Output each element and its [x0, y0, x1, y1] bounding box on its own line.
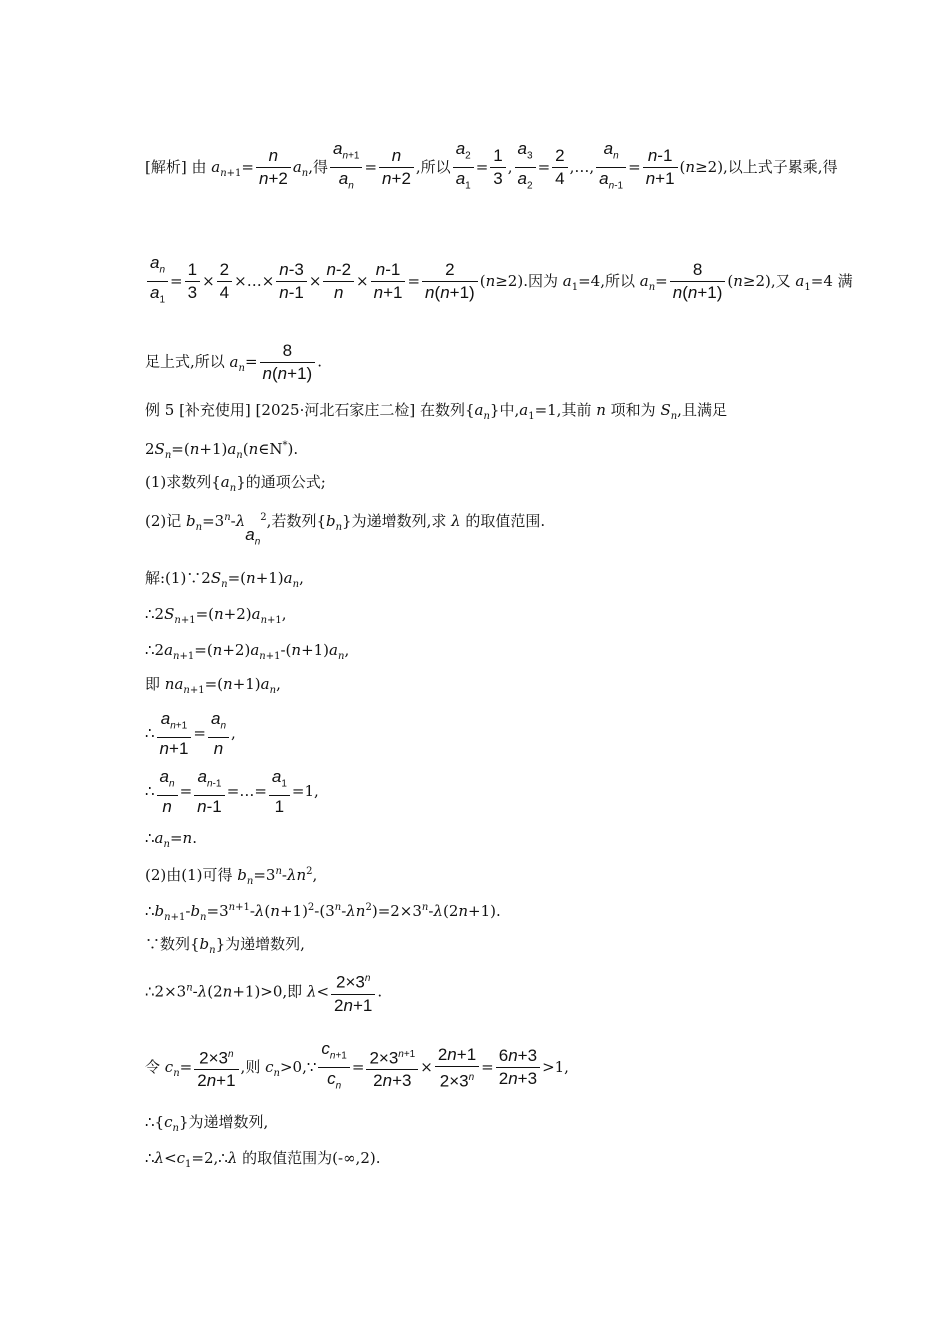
analysis-line-2: $\frac{a_n}{a_1}$ = $\frac{1}{3}$ × $\frac{2}{4}$ ×…× $\frac{n-3}{n-1}$ × $\frac{n-2}{n}$ × $\frac{n-1}{n+1}$ = $\frac{2}{n(n+1)}$ (n≥2).因为 $a_1=4$,所以 $a_n=$ $\frac{8}{n(n+1)}$ (n≥2),又 $a_1=4$ 满 — [145, 252, 853, 312]
question-2: (2)记 $b_n=3^n-\lambda a_n^2$,若数列$\{b_n\}$为递增数列,求 λ 的取值范围. — [145, 512, 546, 548]
solution-line-1: 解$:(1)\because 2S_n=(n+1)a_n$, — [145, 569, 304, 590]
solution-line-6: ∴ $\frac{a_n}{n}$ = $\frac{a_{n-1}}{n-1}$ =…= $\frac{a_1}{1}$ =1, — [145, 767, 319, 817]
solution-line-4: 即 $na_{n+1}=(n+1)a_n$, — [145, 675, 281, 696]
solution-line-14: $\therefore\lambda<c_1=2,\therefore\lambda$ 的取值范围为(-∞,2). — [145, 1149, 381, 1170]
solution-line-12: 令 $c_n=$ $\frac{2\times 3^n}{2n+1}$ ,则 $c_n>0,\because$ $\frac{c_{n+1}}{c_n}$ = $\frac{2\times 3^{n+1}}{2n+3}$ × $\frac{2n+1}{2\times 3^n}$ = $\frac{6n+3}{2n+3}$ >1, — [145, 1039, 569, 1092]
solution-line-3: $\therefore 2a_{n+1}=(n+2)a_{n+1}-(n+1)a_n$, — [145, 641, 350, 662]
solution-line-2: $\therefore 2S_{n+1}=(n+2)a_{n+1}$, — [145, 605, 287, 626]
solution-line-9: $\therefore b_{n+1}-b_n=3^{n+1}-\lambda(n+1)^2-(3^n-\lambda n^2)=2\times 3^n-\lambda(2n+1)$. — [145, 902, 501, 923]
analysis-line-1: [解析] 由 $a_{n+1}=$ $\frac{n}{n+2}$ $a_n$,得 $\frac{a_{n+1}}{a_n}$ = $\frac{n}{n+2}$ ,所以 $\frac{a_2}{a_1}$ = $\frac{1}{3}$ , $\frac{a_3}{a_2}$ = $\frac{2}{4}$ ,…, $\frac{a_n}{a_{n-1}}$ = $\frac{n-1}{n+1}$ (n≥2),以上式子累乘,得 — [145, 139, 838, 192]
solution-line-11: $\therefore 2\times 3^n-\lambda(2n+1)>0$,即 λ< $\frac{2\times 3^n}{2n+1}$ . — [145, 968, 382, 1017]
analysis-line-3: 足上式,所以 $a_n=$ $\frac{8}{n(n+1)}$ . — [145, 341, 322, 383]
example-condition: $2S_n=(n+1)a_n(n\in N^*)$. — [145, 440, 299, 461]
example-title: 例 5 [补充使用] [2025·河北石家庄二检] 在数列$\{a_n\}$中$,a_1=1$,其前 n 项和为 $S_n$,且满足 — [145, 401, 727, 422]
solution-line-5: ∴ $\frac{a_{n+1}}{n+1}$ = $\frac{a_n}{n}$ , — [145, 709, 236, 759]
solution-line-13: $\therefore\{c_n\}$为递增数列, — [145, 1113, 269, 1134]
solution-line-7: $\therefore a_n=n$. — [145, 829, 197, 850]
question-1: (1)求数列$\{a_n\}$的通项公式; — [145, 473, 326, 494]
solution-line-8: (2)由(1)可得 $b_n=3^n-\lambda n^2$, — [145, 866, 318, 887]
solution-line-10: ∵数列$\{b_n\}$为递增数列, — [145, 935, 305, 956]
